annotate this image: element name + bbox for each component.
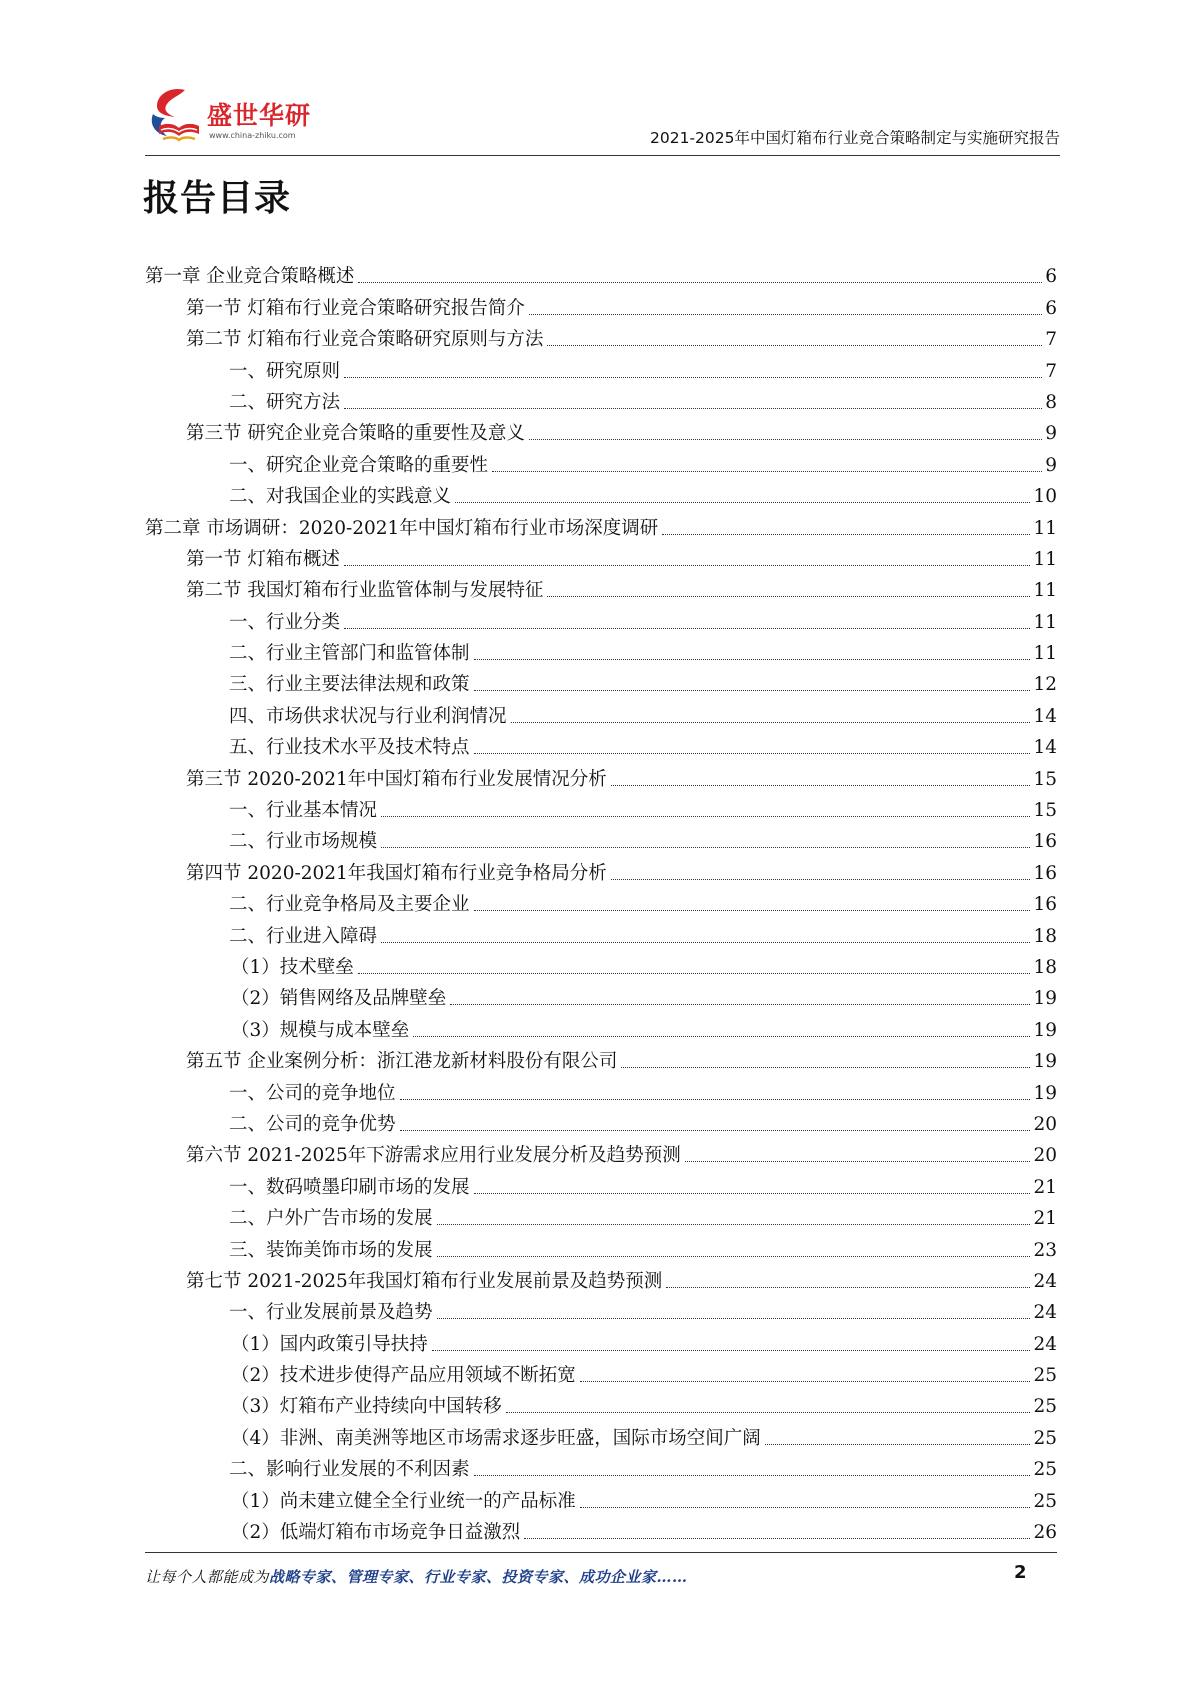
toc-entry-page: 14 <box>1033 705 1057 727</box>
toc-entry-title: 二、户外广告市场的发展 <box>229 1208 433 1230</box>
toc-entry-page: 25 <box>1033 1365 1057 1387</box>
toc-entry-title: 第一节 灯箱布行业竞合策略研究报告简介 <box>186 297 525 319</box>
toc-entry-title: 第二章 市场调研：2020-2021年中国灯箱布行业市场深度调研 <box>145 517 659 539</box>
toc-entry-title: （3）灯箱布产业持续向中国转移 <box>231 1396 502 1418</box>
toc-entry-page: 11 <box>1033 611 1057 633</box>
toc-entry-page: 11 <box>1033 548 1057 570</box>
toc-entry-page: 26 <box>1033 1522 1057 1544</box>
toc-entry[interactable] <box>145 477 1057 508</box>
toc-dot-leader <box>611 879 1031 880</box>
toc-entry-page: 8 <box>1045 391 1057 413</box>
toc-dot-leader <box>474 910 1031 911</box>
toc-entry-page: 6 <box>1045 266 1057 288</box>
toc-entry-title: 一、公司的竞争地位 <box>229 1082 396 1104</box>
toc-entry-title: 二、对我国企业的实践意义 <box>229 486 452 508</box>
toc-entry[interactable] <box>145 948 1057 979</box>
footer-divider <box>145 1552 1057 1553</box>
toc-entry[interactable] <box>145 1450 1057 1481</box>
page-title: 报告目录 <box>143 178 292 219</box>
toc-dot-leader <box>344 377 1042 378</box>
toc-entry-title: 二、行业市场规模 <box>229 831 378 853</box>
toc-entry-title: 第五节 企业案例分析：浙江港龙新材料股份有限公司 <box>186 1051 618 1073</box>
footer-slogan <box>145 1566 688 1587</box>
toc-entry-title: 第三节 2020-2021年中国灯箱布行业发展情况分析 <box>186 768 607 790</box>
toc-dot-leader <box>580 1507 1031 1508</box>
logo-url: www.china-zhiku.com <box>209 131 296 140</box>
toc-entry-page: 25 <box>1033 1490 1057 1512</box>
toc-entry-page: 21 <box>1033 1176 1057 1198</box>
toc-entry-page: 10 <box>1033 486 1057 508</box>
toc-entry[interactable] <box>145 634 1057 665</box>
toc-entry-title: 第六节 2021-2025年下游需求应用行业发展分析及趋势预测 <box>186 1145 681 1167</box>
toc-dot-leader <box>474 690 1031 691</box>
toc-entry[interactable] <box>145 1073 1057 1104</box>
toc-entry-page: 25 <box>1033 1427 1057 1449</box>
toc-entry[interactable] <box>145 1387 1057 1418</box>
toc-dot-leader <box>765 1444 1031 1445</box>
toc-entry[interactable] <box>145 1167 1057 1198</box>
toc-entry-page: 16 <box>1033 831 1057 853</box>
toc-entry-title: （1）尚未建立健全全行业统一的产品标准 <box>231 1490 576 1512</box>
toc-dot-leader <box>529 439 1042 440</box>
toc-entry[interactable] <box>145 445 1057 476</box>
toc-dot-leader <box>344 408 1042 409</box>
toc-entry-title: 一、行业基本情况 <box>229 800 378 822</box>
toc-entry[interactable] <box>145 1293 1057 1324</box>
toc-entry-title: 二、行业进入障碍 <box>229 925 378 947</box>
toc-entry-title: 第一节 灯箱布概述 <box>186 548 340 570</box>
toc-dot-leader <box>400 1099 1031 1100</box>
toc-dot-leader <box>474 1193 1031 1194</box>
toc-entry-title: 三、行业主要法律法规和政策 <box>229 674 470 696</box>
toc-dot-leader <box>474 753 1031 754</box>
toc-entry-title: 四、市场供求状况与行业利润情况 <box>229 705 507 727</box>
toc-entry[interactable] <box>145 759 1057 790</box>
toc-entry-title: （1）技术壁垒 <box>231 956 354 978</box>
toc-dot-leader <box>358 973 1031 974</box>
toc-dot-leader <box>381 942 1030 943</box>
toc-entry-title: 二、研究方法 <box>229 391 341 413</box>
toc-dot-leader <box>474 659 1031 660</box>
toc-dot-leader <box>381 816 1030 817</box>
toc-entry-title: 一、研究原则 <box>229 360 341 382</box>
toc-entry-title: 三、装饰美饰市场的发展 <box>229 1239 433 1261</box>
logo-name: 盛世华研 <box>207 101 312 130</box>
toc-entry-title: 二、公司的竞争优势 <box>229 1113 396 1135</box>
toc-dot-leader <box>455 502 1030 503</box>
toc-entry-page: 11 <box>1033 580 1057 602</box>
toc-entry-title: 第三节 研究企业竞合策略的重要性及意义 <box>186 423 525 445</box>
toc-entry-title: （4）非洲、南美洲等地区市场需求逐步旺盛，国际市场空间广阔 <box>231 1427 761 1449</box>
toc-dot-leader <box>621 1067 1030 1068</box>
toc-dot-leader <box>358 282 1042 283</box>
toc-entry[interactable] <box>145 1324 1057 1355</box>
toc-entry-page: 19 <box>1033 1082 1057 1104</box>
toc-entry-page: 12 <box>1033 674 1057 696</box>
toc-entry[interactable] <box>145 728 1057 759</box>
toc-entry-page: 23 <box>1033 1239 1057 1261</box>
toc-entry-title: 一、行业发展前景及趋势 <box>229 1302 433 1324</box>
toc-dot-leader <box>547 596 1030 597</box>
toc-entry[interactable] <box>145 1199 1057 1230</box>
toc-entry-title: 第一章 企业竞合策略概述 <box>145 266 355 288</box>
toc-entry-page: 20 <box>1033 1145 1057 1167</box>
toc-entry[interactable] <box>145 540 1057 571</box>
toc-entry[interactable] <box>145 696 1057 727</box>
company-logo <box>145 84 315 146</box>
toc-entry[interactable] <box>145 320 1057 351</box>
toc-entry-page: 18 <box>1033 925 1057 947</box>
toc-dot-leader <box>437 1224 1031 1225</box>
toc-dot-leader <box>381 847 1030 848</box>
toc-dot-leader <box>437 1318 1031 1319</box>
toc-dot-leader <box>437 1256 1031 1257</box>
toc-entry-title: 二、行业竞争格局及主要企业 <box>229 894 470 916</box>
toc-entry-page: 16 <box>1033 862 1057 884</box>
toc-dot-leader <box>580 1381 1031 1382</box>
page-number: 2 <box>1014 1562 1027 1583</box>
toc-entry[interactable] <box>145 257 1057 288</box>
toc-entry-title: 一、行业分类 <box>229 611 341 633</box>
toc-entry-page: 11 <box>1033 517 1057 539</box>
toc-entry-title: （2）技术进步使得产品应用领域不断拓宽 <box>231 1365 576 1387</box>
toc-entry[interactable] <box>145 665 1057 696</box>
toc-entry-page: 7 <box>1045 329 1057 351</box>
toc-entry-page: 7 <box>1045 360 1057 382</box>
toc-dot-leader <box>685 1161 1031 1162</box>
toc-entry-page: 9 <box>1045 423 1057 445</box>
toc-entry-title: （2）低端灯箱布市场竞争日益激烈 <box>231 1522 521 1544</box>
toc-entry[interactable] <box>145 383 1057 414</box>
toc-entry[interactable] <box>145 571 1057 602</box>
toc-dot-leader <box>506 1412 1031 1413</box>
toc-dot-leader <box>450 1004 1030 1005</box>
toc-entry-title: 第七节 2021-2025年我国灯箱布行业发展前景及趋势预测 <box>186 1270 663 1292</box>
toc-entry-page: 19 <box>1033 1019 1057 1041</box>
toc-dot-leader <box>474 1475 1031 1476</box>
toc-entry-page: 15 <box>1033 768 1057 790</box>
toc-entry-page: 19 <box>1033 1051 1057 1073</box>
toc-dot-leader <box>511 722 1031 723</box>
toc-entry-title: （2）销售网络及品牌壁垒 <box>231 988 447 1010</box>
toc-entry-page: 16 <box>1033 894 1057 916</box>
toc-dot-leader <box>529 314 1042 315</box>
toc-entry[interactable] <box>145 1513 1057 1544</box>
toc-entry[interactable] <box>145 822 1057 853</box>
toc-entry-page: 9 <box>1045 454 1057 476</box>
toc-entry[interactable] <box>145 1356 1057 1387</box>
toc-dot-leader <box>400 1130 1031 1131</box>
toc-entry[interactable] <box>145 508 1057 539</box>
toc-entry[interactable] <box>145 853 1057 884</box>
toc-entry-title: （3）规模与成本壁垒 <box>231 1019 410 1041</box>
header-divider <box>145 155 1060 156</box>
toc-entry[interactable] <box>145 1230 1057 1261</box>
toc-entry[interactable] <box>145 351 1057 382</box>
toc-entry-page: 14 <box>1033 737 1057 759</box>
toc-entry[interactable] <box>145 885 1057 916</box>
toc-entry-page: 25 <box>1033 1459 1057 1481</box>
table-of-contents <box>145 257 1057 1544</box>
toc-entry[interactable] <box>145 979 1057 1010</box>
slogan-prefix: 让每个人都能成为 <box>145 1568 270 1586</box>
toc-entry-page: 19 <box>1033 988 1057 1010</box>
logo-mark-icon <box>145 84 207 146</box>
toc-dot-leader <box>344 565 1031 566</box>
toc-dot-leader <box>524 1538 1030 1539</box>
toc-entry-page: 11 <box>1033 643 1057 665</box>
toc-entry[interactable] <box>145 1105 1057 1136</box>
toc-dot-leader <box>662 534 1030 535</box>
toc-entry[interactable] <box>145 1262 1057 1293</box>
toc-entry-title: 第二节 灯箱布行业竞合策略研究原则与方法 <box>186 329 544 351</box>
slogan-highlight: 战略专家、管理专家、行业专家、投资专家、成功企业家…… <box>269 1568 688 1586</box>
report-title: 2021-2025年中国灯箱布行业竞合策略制定与实施研究报告 <box>650 129 1060 147</box>
toc-entry-title: 二、影响行业发展的不利因素 <box>229 1459 470 1481</box>
toc-entry[interactable] <box>145 1481 1057 1512</box>
toc-entry[interactable] <box>145 916 1057 947</box>
toc-dot-leader <box>413 1036 1030 1037</box>
toc-entry[interactable] <box>145 288 1057 319</box>
toc-entry-page: 6 <box>1045 297 1057 319</box>
toc-entry[interactable] <box>145 1136 1057 1167</box>
toc-entry-page: 18 <box>1033 956 1057 978</box>
toc-entry-page: 24 <box>1033 1270 1057 1292</box>
toc-dot-leader <box>611 785 1031 786</box>
toc-entry[interactable] <box>145 602 1057 633</box>
toc-entry-title: 一、研究企业竞合策略的重要性 <box>229 454 489 476</box>
toc-entry-title: 第二节 我国灯箱布行业监管体制与发展特征 <box>186 580 544 602</box>
toc-dot-leader <box>492 471 1042 472</box>
toc-entry-title: 二、行业主管部门和监管体制 <box>229 643 470 665</box>
toc-dot-leader <box>344 628 1030 629</box>
toc-entry[interactable] <box>145 1010 1057 1041</box>
toc-entry[interactable] <box>145 414 1057 445</box>
toc-entry-title: 第四节 2020-2021年我国灯箱布行业竞争格局分析 <box>186 862 607 884</box>
toc-entry[interactable] <box>145 1042 1057 1073</box>
toc-dot-leader <box>432 1350 1031 1351</box>
toc-dot-leader <box>547 345 1042 346</box>
toc-entry[interactable] <box>145 1418 1057 1449</box>
toc-entry-page: 21 <box>1033 1208 1057 1230</box>
toc-entry-title: 五、行业技术水平及技术特点 <box>229 737 470 759</box>
toc-dot-leader <box>666 1287 1030 1288</box>
toc-entry-page: 24 <box>1033 1302 1057 1324</box>
toc-entry-page: 24 <box>1033 1333 1057 1355</box>
page-header <box>145 82 1060 156</box>
toc-entry-title: 一、数码喷墨印刷市场的发展 <box>229 1176 470 1198</box>
toc-entry[interactable] <box>145 791 1057 822</box>
toc-entry-page: 15 <box>1033 800 1057 822</box>
toc-entry-page: 25 <box>1033 1396 1057 1418</box>
toc-entry-page: 20 <box>1033 1113 1057 1135</box>
toc-entry-title: （1）国内政策引导扶持 <box>231 1333 428 1355</box>
